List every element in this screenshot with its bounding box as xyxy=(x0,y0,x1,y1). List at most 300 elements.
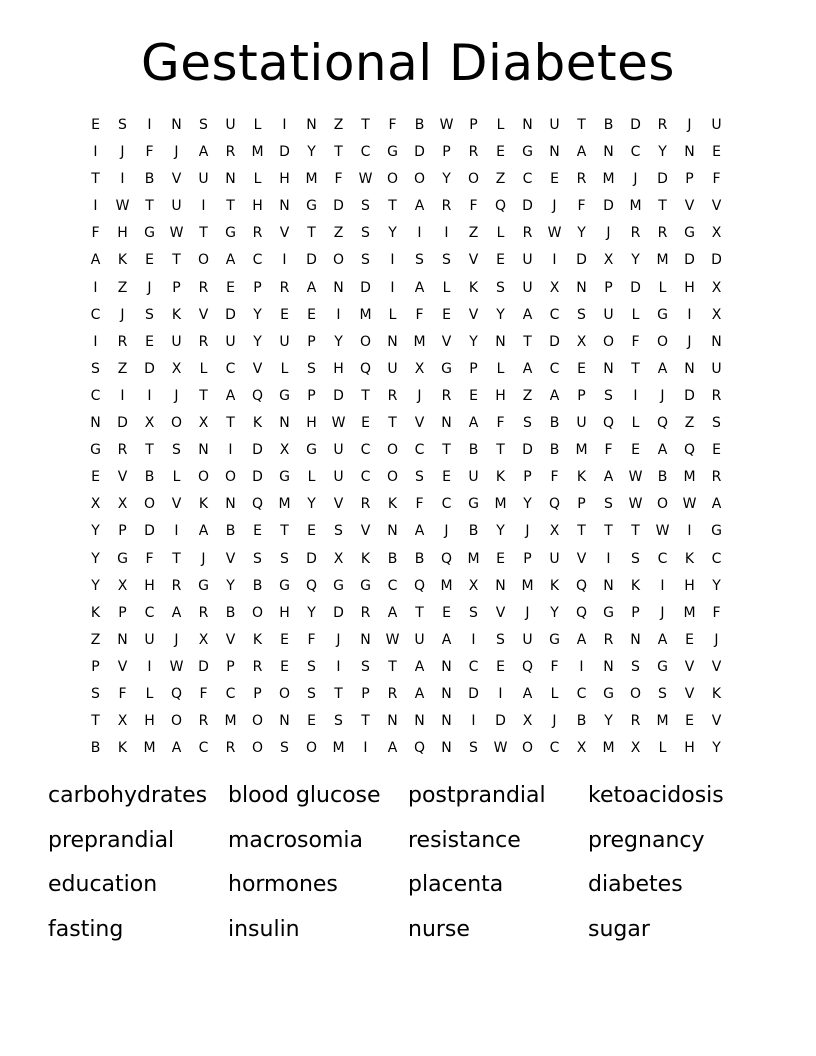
grid-letter: Q xyxy=(413,577,426,594)
grid-letter: S xyxy=(280,740,289,757)
grid-letter: K xyxy=(252,415,263,432)
grid-letter: I xyxy=(552,252,557,269)
grid-letter: V xyxy=(225,631,236,648)
grid-letter: P xyxy=(685,171,694,188)
grid-letter: D xyxy=(549,333,560,350)
grid-letter: D xyxy=(225,306,236,323)
grid-letter: D xyxy=(252,469,263,486)
grid-letter: D xyxy=(522,442,533,459)
grid-letter: R xyxy=(576,171,587,188)
grid-letter: S xyxy=(145,306,154,323)
grid-letter: P xyxy=(577,496,586,513)
grid-letter: X xyxy=(414,360,425,377)
grid-letter: Q xyxy=(656,415,669,432)
grid-letter: X xyxy=(171,360,182,377)
grid-letter: J xyxy=(174,631,179,648)
grid-letter: R xyxy=(225,740,236,757)
grid-letter: A xyxy=(603,469,614,486)
grid-letter: D xyxy=(711,252,722,269)
grid-letter: L xyxy=(496,117,505,133)
grid-letter: T xyxy=(496,442,505,459)
search-word: resistance xyxy=(408,827,521,853)
grid-letter: P xyxy=(523,550,532,567)
grid-letter: V xyxy=(252,360,263,377)
grid-letter: P xyxy=(118,604,127,621)
search-word: sugar xyxy=(588,916,650,942)
grid-letter: T xyxy=(415,604,424,621)
grid-letter: T xyxy=(226,198,235,215)
grid-letter: H xyxy=(144,577,155,594)
grid-letter: O xyxy=(656,496,669,513)
grid-letter: C xyxy=(549,360,560,377)
grid-letter: O xyxy=(170,713,183,730)
grid-letter: C xyxy=(549,740,560,757)
grid-letter: G xyxy=(711,523,722,540)
grid-letter: I xyxy=(336,306,341,323)
grid-letter: T xyxy=(361,117,370,133)
grid-letter: T xyxy=(388,198,397,215)
grid-letter: L xyxy=(307,469,316,486)
grid-letter: F xyxy=(91,225,100,242)
grid-letter: A xyxy=(387,740,398,757)
grid-letter: M xyxy=(602,740,615,757)
grid-letter: F xyxy=(712,604,721,621)
grid-letter: W xyxy=(655,523,670,540)
grid-letter: Y xyxy=(91,577,100,594)
grid-letter: Y xyxy=(712,740,721,757)
grid-letter: Y xyxy=(91,523,100,540)
grid-letter: S xyxy=(307,658,316,675)
grid-letter: T xyxy=(145,442,154,459)
grid-letter: A xyxy=(414,523,425,540)
grid-letter: R xyxy=(711,469,722,486)
grid-letter: J xyxy=(525,523,530,540)
grid-row xyxy=(82,220,730,247)
grid-letter: C xyxy=(549,306,560,323)
grid-letter: H xyxy=(333,360,344,377)
page-title: Gestational Diabetes xyxy=(141,34,675,92)
grid-letter: A xyxy=(198,144,209,161)
grid-letter: V xyxy=(117,658,128,675)
grid-letter: S xyxy=(442,252,451,269)
grid-letter: Y xyxy=(496,306,505,323)
grid-letter: K xyxy=(387,496,398,513)
grid-letter: N xyxy=(279,198,290,215)
grid-letter: T xyxy=(199,387,208,404)
grid-letter: R xyxy=(198,604,209,621)
grid-row xyxy=(82,139,730,166)
grid-letter: Y xyxy=(604,713,613,730)
search-word: ketoacidosis xyxy=(588,783,724,808)
grid-letter: Q xyxy=(440,550,453,567)
grid-letter: N xyxy=(603,658,614,675)
grid-letter: N xyxy=(171,117,182,133)
grid-letter: J xyxy=(147,279,152,296)
grid-letter: V xyxy=(684,685,695,702)
grid-letter: M xyxy=(494,496,507,513)
grid-letter: F xyxy=(145,144,154,161)
grid-letter: W xyxy=(385,631,400,648)
grid-letter: J xyxy=(552,198,557,215)
grid-letter: X xyxy=(711,279,722,296)
grid-letter: T xyxy=(145,198,154,215)
grid-letter: G xyxy=(387,144,398,161)
grid-letter: P xyxy=(91,658,100,675)
grid-letter: S xyxy=(361,198,370,215)
grid-letter: I xyxy=(336,658,341,675)
search-word: nurse xyxy=(408,916,470,942)
grid-letter: F xyxy=(307,631,316,648)
grid-letter: F xyxy=(334,171,343,188)
grid-letter: U xyxy=(522,252,533,269)
grid-letter: B xyxy=(576,713,587,730)
search-word: preprandial xyxy=(48,827,175,853)
grid-letter: Y xyxy=(442,171,451,188)
grid-letter: R xyxy=(117,333,128,350)
grid-letter: J xyxy=(606,225,611,242)
grid-letter: U xyxy=(333,442,344,459)
grid-letter: W xyxy=(169,225,184,242)
grid-letter: Q xyxy=(575,577,588,594)
grid-letter: R xyxy=(387,387,398,404)
grid-letter: U xyxy=(549,117,560,133)
grid-letter: P xyxy=(442,144,451,161)
grid-letter: J xyxy=(633,171,638,188)
grid-letter: K xyxy=(711,685,722,702)
grid-letter: L xyxy=(658,279,667,296)
grid-letter: R xyxy=(603,631,614,648)
grid-letter: A xyxy=(414,658,425,675)
grid-letter: P xyxy=(118,523,127,540)
grid-letter: Z xyxy=(495,171,506,188)
grid-letter: I xyxy=(660,577,665,594)
grid-letter: N xyxy=(495,333,506,350)
grid-letter: T xyxy=(388,658,397,675)
grid-letter: W xyxy=(628,469,643,486)
grid-letter: X xyxy=(117,496,128,513)
grid-letter: W xyxy=(439,117,454,133)
grid-letter: T xyxy=(658,198,667,215)
grid-letter: N xyxy=(387,333,398,350)
grid-letter: L xyxy=(550,685,559,702)
grid-letter: K xyxy=(630,577,641,594)
grid-letter: T xyxy=(442,442,451,459)
grid-letter: Y xyxy=(712,577,721,594)
grid-letter: X xyxy=(117,713,128,730)
grid-letter: Q xyxy=(170,685,183,702)
grid-letter: C xyxy=(225,360,236,377)
grid-letter: A xyxy=(549,387,560,404)
grid-letter: R xyxy=(198,279,209,296)
grid-letter: T xyxy=(361,713,370,730)
grid-row xyxy=(82,193,730,220)
grid-letter: I xyxy=(579,658,584,675)
grid-letter: A xyxy=(657,631,668,648)
grid-letter: A xyxy=(225,252,236,269)
grid-letter: T xyxy=(577,117,586,133)
grid-letter: R xyxy=(252,658,263,675)
grid-letter: M xyxy=(575,442,588,459)
grid-letter: T xyxy=(388,415,397,432)
grid-letter: E xyxy=(361,415,370,432)
grid-letter: T xyxy=(172,550,181,567)
grid-letter: B xyxy=(657,469,668,486)
grid-letter: R xyxy=(171,577,182,594)
grid-row xyxy=(82,654,730,681)
grid-letter: K xyxy=(576,469,587,486)
grid-letter: B xyxy=(549,415,560,432)
grid-letter: E xyxy=(280,306,289,323)
grid-letter: I xyxy=(174,523,179,540)
grid-letter: N xyxy=(441,713,452,730)
grid-letter: O xyxy=(251,604,264,621)
grid-letter: U xyxy=(576,415,587,432)
grid-letter: P xyxy=(469,360,478,377)
grid-letter: R xyxy=(360,604,371,621)
grid-letter: I xyxy=(471,631,476,648)
grid-letter: Z xyxy=(333,117,344,133)
grid-letter: C xyxy=(252,252,263,269)
grid-letter: L xyxy=(388,306,397,323)
grid-letter: N xyxy=(414,713,425,730)
grid-letter: N xyxy=(630,631,641,648)
grid-letter: I xyxy=(633,387,638,404)
grid-letter: W xyxy=(682,496,697,513)
grid-letter: Z xyxy=(90,631,101,648)
grid-letter: S xyxy=(334,713,343,730)
grid-letter: O xyxy=(359,333,372,350)
grid-letter: X xyxy=(198,415,209,432)
grid-letter: N xyxy=(198,442,209,459)
grid-row xyxy=(82,247,730,274)
grid-letter: E xyxy=(226,279,235,296)
grid-letter: Q xyxy=(602,415,615,432)
grid-letter: F xyxy=(550,469,559,486)
grid-letter: Y xyxy=(91,550,100,567)
grid-letter: Y xyxy=(658,144,667,161)
grid-letter: V xyxy=(576,550,587,567)
grid-letter: X xyxy=(117,577,128,594)
grid-letter: B xyxy=(414,117,425,133)
grid-letter: X xyxy=(198,631,209,648)
grid-letter: J xyxy=(687,117,692,133)
grid-letter: C xyxy=(90,306,101,323)
grid-letter: N xyxy=(117,631,128,648)
grid-letter: E xyxy=(280,658,289,675)
grid-letter: F xyxy=(577,198,586,215)
grid-row xyxy=(82,356,730,383)
grid-letter: X xyxy=(279,442,290,459)
grid-letter: H xyxy=(684,577,695,594)
grid-letter: V xyxy=(333,496,344,513)
grid-letter: D xyxy=(144,360,155,377)
grid-letter: I xyxy=(147,117,152,133)
grid-letter: O xyxy=(413,171,426,188)
grid-letter: U xyxy=(279,333,290,350)
grid-letter: I xyxy=(120,387,125,404)
search-word: education xyxy=(48,872,158,897)
grid-letter: A xyxy=(576,144,587,161)
search-word: hormones xyxy=(228,872,338,897)
grid-letter: G xyxy=(225,225,236,242)
grid-letter: E xyxy=(307,306,316,323)
grid-letter: X xyxy=(549,523,560,540)
grid-letter: J xyxy=(660,387,665,404)
grid-letter: V xyxy=(468,306,479,323)
grid-letter: Q xyxy=(575,604,588,621)
grid-letter: O xyxy=(386,442,399,459)
grid-letter: W xyxy=(358,171,373,188)
grid-letter: E xyxy=(469,387,478,404)
grid-letter: G xyxy=(333,577,344,594)
grid-letter: S xyxy=(361,252,370,269)
grid-letter: M xyxy=(602,171,615,188)
grid-letter: C xyxy=(657,550,668,567)
grid-letter: J xyxy=(687,333,692,350)
grid-letter: G xyxy=(603,604,614,621)
grid-letter: S xyxy=(307,360,316,377)
grid-letter: T xyxy=(334,144,343,161)
grid-letter: C xyxy=(711,550,722,567)
grid-letter: S xyxy=(118,117,127,133)
grid-letter: S xyxy=(631,550,640,567)
grid-letter: K xyxy=(198,496,209,513)
word-row xyxy=(48,780,768,825)
grid-letter: D xyxy=(333,604,344,621)
grid-letter: O xyxy=(521,740,534,757)
grid-letter: E xyxy=(577,360,586,377)
grid-letter: X xyxy=(711,306,722,323)
grid-letter: Q xyxy=(548,496,561,513)
grid-letter: V xyxy=(468,252,479,269)
grid-letter: U xyxy=(144,631,155,648)
grid-letter: B xyxy=(144,469,155,486)
grid-letter: D xyxy=(684,252,695,269)
grid-letter: E xyxy=(685,631,694,648)
grid-letter: J xyxy=(417,387,422,404)
grid-letter: K xyxy=(117,252,128,269)
grid-letter: R xyxy=(387,685,398,702)
grid-letter: W xyxy=(331,415,346,432)
grid-letter: S xyxy=(91,360,100,377)
grid-letter: M xyxy=(359,306,372,323)
grid-letter: N xyxy=(306,117,317,133)
grid-letter: F xyxy=(145,550,154,567)
grid-letter: K xyxy=(549,577,560,594)
grid-letter: M xyxy=(521,577,534,594)
grid-letter: N xyxy=(603,577,614,594)
grid-letter: N xyxy=(441,415,452,432)
grid-letter: M xyxy=(467,550,480,567)
grid-letter: S xyxy=(631,658,640,675)
grid-letter: A xyxy=(306,279,317,296)
grid-letter: S xyxy=(280,550,289,567)
grid-letter: N xyxy=(90,415,101,432)
grid-letter: T xyxy=(334,685,343,702)
grid-letter: M xyxy=(224,713,237,730)
grid-letter: D xyxy=(252,442,263,459)
grid-letter: D xyxy=(198,658,209,675)
grid-letter: P xyxy=(253,685,262,702)
grid-letter: C xyxy=(144,604,155,621)
grid-letter: G xyxy=(279,469,290,486)
grid-letter: A xyxy=(657,442,668,459)
grid-letter: V xyxy=(117,469,128,486)
grid-letter: O xyxy=(305,740,318,757)
letter-grid xyxy=(82,112,730,762)
grid-row xyxy=(82,491,730,518)
grid-letter: V xyxy=(711,658,722,675)
grid-letter: T xyxy=(631,523,640,540)
grid-letter: Q xyxy=(683,442,696,459)
grid-letter: F xyxy=(388,117,397,133)
grid-letter: L xyxy=(658,740,667,757)
grid-letter: L xyxy=(253,171,262,188)
grid-letter: V xyxy=(441,333,452,350)
grid-letter: E xyxy=(307,523,316,540)
grid-letter: S xyxy=(712,415,721,432)
grid-letter: C xyxy=(225,685,236,702)
grid-letter: E xyxy=(253,523,262,540)
grid-letter: E xyxy=(496,144,505,161)
grid-letter: S xyxy=(361,225,370,242)
grid-letter: X xyxy=(576,333,587,350)
grid-letter: O xyxy=(629,685,642,702)
grid-letter: V xyxy=(225,550,236,567)
grid-letter: U xyxy=(711,360,722,377)
grid-letter: D xyxy=(360,279,371,296)
grid-letter: B xyxy=(225,523,236,540)
grid-letter: U xyxy=(468,469,479,486)
grid-letter: F xyxy=(415,496,424,513)
grid-letter: O xyxy=(251,740,264,757)
grid-letter: M xyxy=(683,604,696,621)
grid-letter: N xyxy=(603,144,614,161)
grid-letter: R xyxy=(657,225,668,242)
grid-letter: O xyxy=(143,496,156,513)
grid-letter: T xyxy=(604,523,613,540)
grid-letter: X xyxy=(468,577,479,594)
grid-letter: E xyxy=(631,442,640,459)
grid-letter: P xyxy=(469,117,478,133)
grid-letter: N xyxy=(387,713,398,730)
grid-letter: S xyxy=(415,252,424,269)
grid-letter: Q xyxy=(251,387,264,404)
grid-letter: G xyxy=(522,144,533,161)
grid-letter: X xyxy=(711,225,722,242)
search-word: insulin xyxy=(228,916,300,942)
grid-letter: N xyxy=(333,279,344,296)
grid-row xyxy=(82,546,730,573)
grid-letter: E xyxy=(307,713,316,730)
grid-letter: S xyxy=(658,685,667,702)
grid-row xyxy=(82,681,730,708)
grid-letter: N xyxy=(441,685,452,702)
grid-letter: A xyxy=(522,685,533,702)
grid-letter: Y xyxy=(631,252,640,269)
grid-letter: H xyxy=(279,604,290,621)
grid-letter: A xyxy=(576,631,587,648)
grid-letter: I xyxy=(282,252,287,269)
grid-letter: N xyxy=(549,144,560,161)
grid-letter: B xyxy=(549,442,560,459)
grid-letter: V xyxy=(495,604,506,621)
grid-letter: H xyxy=(306,415,317,432)
grid-letter: T xyxy=(172,252,181,269)
grid-letter: R xyxy=(441,387,452,404)
grid-letter: O xyxy=(602,333,615,350)
grid-letter: P xyxy=(307,333,316,350)
